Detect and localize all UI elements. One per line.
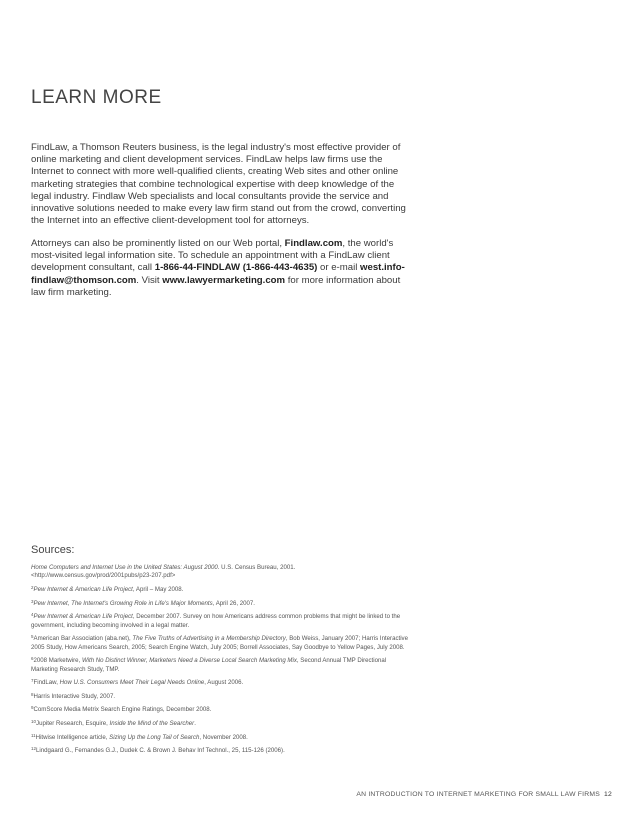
- sources-heading: Sources:: [31, 544, 75, 556]
- sources-list: [31, 562, 411, 759]
- contact-paragraph: [31, 238, 416, 299]
- source-note: $^2$Pew Internet & American Life Project, April – May 2008.: [31, 585, 184, 593]
- website-link[interactable]: www.lawyermarketing.com: [162, 274, 286, 286]
- contact-text-4: . Visit: [136, 274, 163, 286]
- email-link[interactable]: west.info-findlaw@thomson.com: [31, 262, 405, 286]
- source-note: $^{10}$Jupiter Research, Esquire, Inside the Mind of the Searcher.: [31, 718, 196, 727]
- phone-number: 1-866-44-FINDLAW (1-866-443-4635): [154, 262, 318, 274]
- source-note: Home Computers and Internet Use in the United States: August 2000. U.S. Census Bureau, 2001. <http://www.census.gov/prod/2001pubs/p23-207.pdf>: [31, 564, 296, 580]
- source-note: $^3$Pew Internet, The Internet's Growing Role in Life's Major Moments, April 26, 2007.: [31, 598, 255, 607]
- source-note: $^7$FindLaw, How U.S. Consumers Meet Their Legal Needs Online, August 2006.: [31, 678, 244, 687]
- contact-text-3: or e-mail: [317, 262, 361, 274]
- intro-paragraph: FindLaw, a Thomson Reuters business, is the legal industry's most effective provider of online marketing and client development services. FindLaw helps law firms use the Internet to connect with more well-qualified clients, creating Web sites and other online marketing strategies that combine technological expertise with deep knowledge of the legal industry. Findlaw Web specialists and local consultants provide the service and innovative solutions needed to make every law firm stand out from the crowd, converting the Internet into an effective client-development tool for attorneys.: [31, 142, 406, 227]
- source-note: $^{12}$Lindgaard G., Fernandes G.J., Dudek C. & Brown J. Behav Inf Technol., 25, 115-126 (2006).: [31, 746, 285, 755]
- source-note: $^{11}$Hitwise Intelligence article, Sizing Up the Long Tail of Search, November 2008.: [31, 732, 248, 741]
- source-note: $^5$American Bar Association (aba.net), The Five Truths of Advertising in a Membership Directory, Bob Weiss, January 2007; Harris Interactive 2005 Study, How Americans Search, 2005; Search Engine Watch, July 2005; Borrell Associates, Say Goodbye to Yellow Pages, July 2008.: [31, 634, 408, 651]
- findlaw-link[interactable]: Findlaw.com: [284, 238, 343, 249]
- source-note: $^4$Pew Internet & American Life Project, December 2007. Survey on how Americans address common problems that might be linked to the government, including becoming involved in a legal matter.: [31, 612, 401, 629]
- source-note: $^8$Harris Interactive Study, 2007.: [31, 691, 116, 700]
- contact-text-2: , the world's most-visited legal information site. To schedule an appointment with a FindLaw client development consultant, call: [31, 238, 394, 274]
- footer-title: AN INTRODUCTION TO INTERNET MARKETING FOR SMALL LAW FIRMS: [356, 791, 600, 798]
- contact-text-5: for more information about law firm marketing.: [31, 274, 401, 298]
- contact-text-1: Attorneys can also be prominently listed on our Web portal,: [31, 238, 285, 249]
- source-note: $^6$2008 Marketwire, With No Distinct Winner, Marketers Need a Diverse Local Search Marketing Mix, Second Annual TMP Directional Marketing Research Study, TMP.: [31, 656, 387, 673]
- page-number: 12: [604, 791, 612, 798]
- page-footer: [356, 791, 612, 798]
- source-note: $^9$ComScore Media Metrix Search Engine Ratings, December 2008.: [31, 705, 212, 714]
- section-heading: LEARN MORE: [31, 87, 162, 108]
